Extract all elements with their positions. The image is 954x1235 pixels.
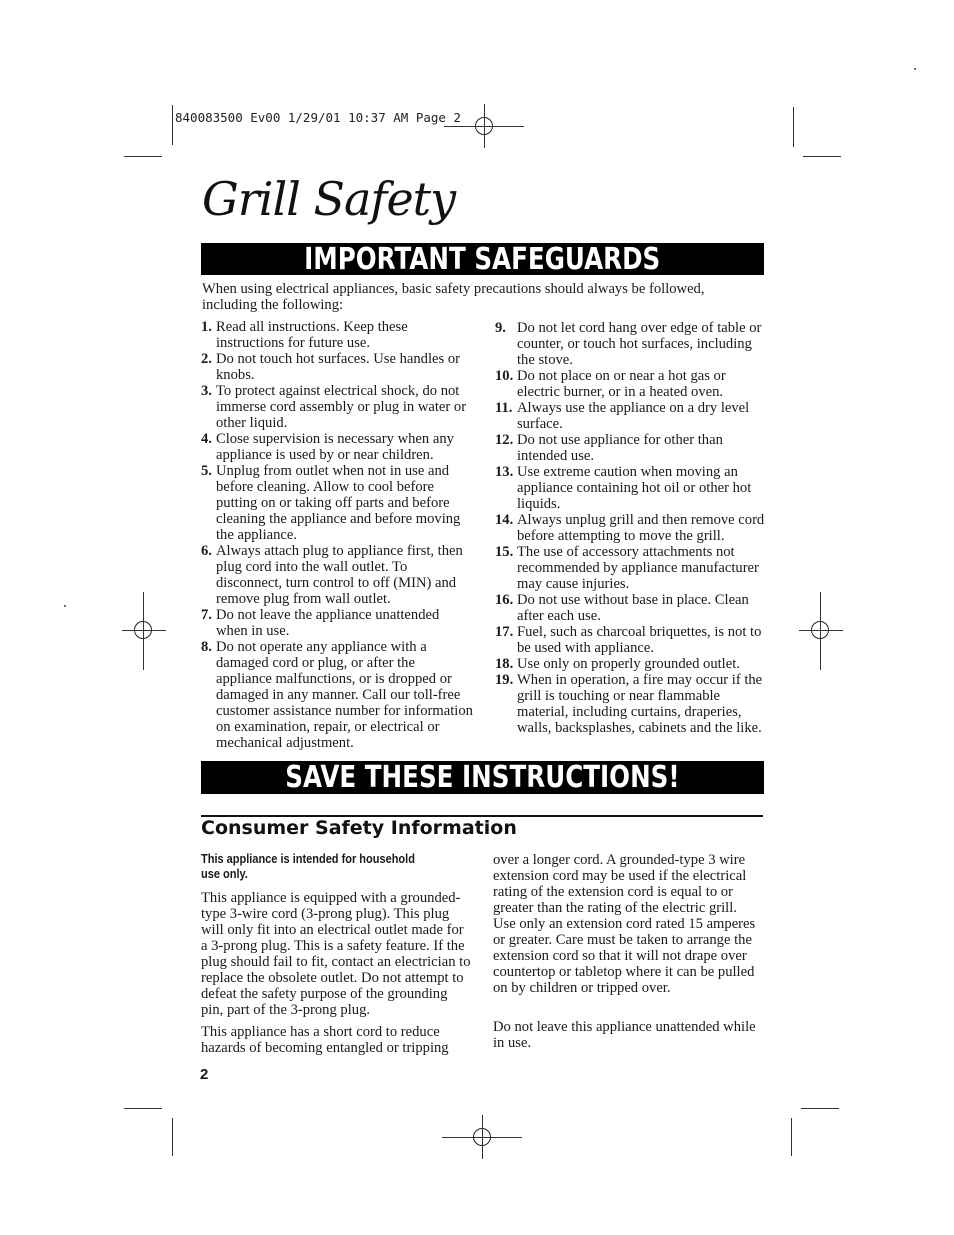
banner-label: IMPORTANT SAFEGUARDS bbox=[304, 242, 661, 277]
item-number: 8. bbox=[201, 639, 212, 655]
item-number: 4. bbox=[201, 431, 212, 447]
safeguard-item bbox=[495, 400, 767, 432]
safeguards-list-right bbox=[495, 320, 767, 736]
print-slug: 840083500 Ev00 1/29/01 10:37 AM Page 2 bbox=[175, 110, 461, 125]
item-text: Fuel, such as charcoal briquettes, is not to be used with appliance. bbox=[517, 624, 762, 656]
extension-cord-paragraph: over a longer cord. A grounded-type 3 wire extension cord may be used if the electrical rating of the extension cord is equal to or greater than the rating of the electric grill. Use only an extension cord rated 15 amperes or greater. Care must be taken to arrange the extension cord so that it will not drape over countertop or tabletop where it can be pulled on by children or tripped over. bbox=[493, 852, 756, 996]
safeguard-item bbox=[201, 639, 473, 751]
item-text: Do not touch hot surfaces. Use handles or knobs. bbox=[216, 351, 460, 383]
crop-mark bbox=[791, 1118, 792, 1156]
item-text: Read all instructions. Keep these instructions for future use. bbox=[216, 319, 408, 351]
grounded-cord-paragraph: This appliance is equipped with a grounded-type 3-wire cord (3-prong plug). This plug will only fit into an electrical outlet made for a 3-prong plug. This is a safety feature. If the plug should fail to fit, contact an electrician to replace the obsolete outlet. Do not attempt to defeat the safety purpose of the grounding pin, part of the 3-prong plug. bbox=[201, 890, 471, 1018]
item-text: Use extreme caution when moving an appliance containing hot oil or other hot liquids. bbox=[517, 464, 752, 512]
item-text: Unplug from outlet when not in use and before cleaning. Allow to cool before putting on or taking off parts and before cleaning the appliance and before moving the appliance. bbox=[216, 463, 461, 543]
safeguard-item bbox=[201, 319, 473, 351]
safeguard-item bbox=[495, 624, 767, 656]
item-text: Close supervision is necessary when any appliance is used by or near children. bbox=[216, 431, 454, 463]
consumer-safety-heading: Consumer Safety Information bbox=[201, 817, 517, 839]
item-text: Always unplug grill and then remove cord before attempting to move the grill. bbox=[517, 512, 765, 544]
safeguards-list-left bbox=[201, 319, 473, 751]
safeguard-item bbox=[201, 543, 473, 607]
item-number: 1. bbox=[201, 319, 212, 335]
crop-mark bbox=[803, 156, 841, 157]
registration-mark-right bbox=[799, 592, 843, 670]
crop-mark bbox=[124, 156, 162, 157]
speck bbox=[64, 605, 66, 607]
item-text: Do not place on or near a hot gas or electric burner, or in a heated oven. bbox=[517, 368, 726, 400]
item-number: 2. bbox=[201, 351, 212, 367]
item-number: 16. bbox=[495, 592, 514, 608]
crop-mark bbox=[172, 105, 173, 145]
item-number: 5. bbox=[201, 463, 212, 479]
item-number: 10. bbox=[495, 368, 514, 384]
safeguard-item bbox=[495, 464, 767, 512]
intro-text: When using electrical appliances, basic safety precautions should always be followed, including the following: bbox=[202, 281, 705, 313]
item-text: Do not leave the appliance unattended when in use. bbox=[216, 607, 440, 639]
item-number: 7. bbox=[201, 607, 212, 623]
safeguard-item bbox=[201, 383, 473, 431]
page-title: Grill Safety bbox=[202, 172, 456, 226]
safeguard-item bbox=[495, 368, 767, 400]
item-text: Do not let cord hang over edge of table or counter, or touch hot surfaces, including the stove. bbox=[517, 320, 762, 368]
item-number: 18. bbox=[495, 656, 514, 672]
speck bbox=[914, 68, 916, 70]
safeguard-item bbox=[201, 351, 473, 383]
item-text: Do not use without base in place. Clean after each use. bbox=[517, 592, 749, 624]
safeguard-item bbox=[495, 320, 767, 368]
item-text: The use of accessory attachments not recommended by appliance manufacturer may cause injuries. bbox=[517, 544, 759, 592]
short-cord-paragraph: This appliance has a short cord to reduce hazards of becoming entangled or tripping bbox=[201, 1024, 449, 1056]
item-number: 6. bbox=[201, 543, 212, 559]
banner-label: SAVE THESE INSTRUCTIONS! bbox=[285, 760, 680, 795]
item-number: 3. bbox=[201, 383, 212, 399]
item-number: 14. bbox=[495, 512, 514, 528]
item-number: 9. bbox=[495, 320, 506, 336]
item-text: Do not operate any appliance with a damaged cord or plug, or after the appliance malfunctions, or is dropped or damaged in any manner. Call our toll-free customer assistance number for information on examination, repair, or electrical or mechanical adjustment. bbox=[216, 639, 473, 751]
safeguard-item bbox=[201, 431, 473, 463]
safeguard-item bbox=[495, 656, 767, 672]
item-text: To protect against electrical shock, do not immerse cord assembly or plug in water or other liquid. bbox=[216, 383, 467, 431]
safeguard-item bbox=[495, 512, 767, 544]
item-number: 15. bbox=[495, 544, 514, 560]
crop-mark bbox=[124, 1108, 162, 1109]
item-number: 11. bbox=[495, 400, 513, 416]
safeguard-item bbox=[201, 463, 473, 543]
item-text: Use only on properly grounded outlet. bbox=[517, 656, 740, 672]
safeguard-item bbox=[495, 592, 767, 624]
item-text: Do not use appliance for other than intended use. bbox=[517, 432, 723, 464]
safeguard-item bbox=[495, 672, 767, 736]
item-text: Always attach plug to appliance first, then plug cord into the wall outlet. To disconnect, turn control to off (MIN) and remove plug from wall outlet. bbox=[216, 543, 463, 607]
household-use-subhead: This appliance is intended for household use only. bbox=[201, 852, 415, 881]
safeguard-item bbox=[495, 432, 767, 464]
registration-mark-bottom bbox=[442, 1115, 522, 1159]
item-number: 17. bbox=[495, 624, 514, 640]
safeguard-item bbox=[201, 607, 473, 639]
important-safeguards-banner bbox=[201, 243, 764, 275]
item-text: When in operation, a fire may occur if the grill is touching or near flammable material, including curtains, draperies, walls, backsplashes, cabinets and the like. bbox=[517, 672, 763, 736]
unattended-paragraph: Do not leave this appliance unattended while in use. bbox=[493, 1019, 756, 1051]
safeguard-item bbox=[495, 544, 767, 592]
crop-mark bbox=[172, 1118, 173, 1156]
page-number: 2 bbox=[200, 1066, 209, 1083]
item-number: 13. bbox=[495, 464, 514, 480]
save-instructions-banner bbox=[201, 761, 764, 794]
item-number: 19. bbox=[495, 672, 514, 688]
crop-mark bbox=[793, 107, 794, 147]
crop-mark bbox=[801, 1108, 839, 1109]
registration-mark-left bbox=[122, 592, 166, 670]
item-text: Always use the appliance on a dry level surface. bbox=[517, 400, 750, 432]
item-number: 12. bbox=[495, 432, 514, 448]
